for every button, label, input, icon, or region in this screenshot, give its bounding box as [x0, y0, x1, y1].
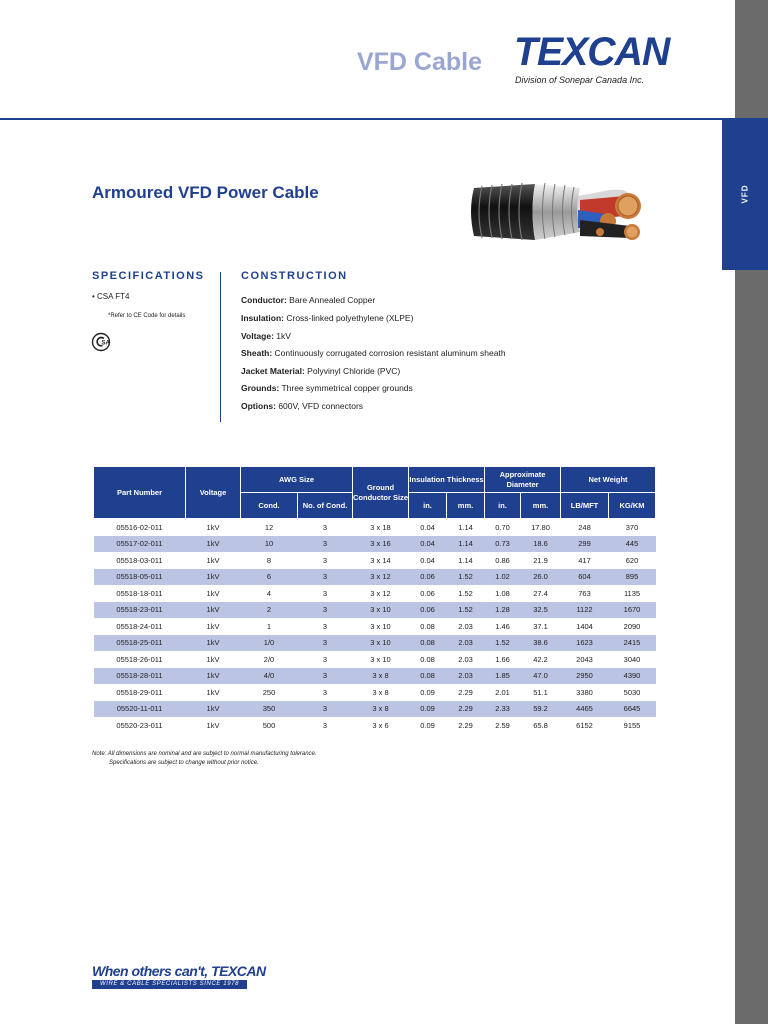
table-row: [94, 635, 656, 652]
table-cell: 3: [322, 588, 328, 598]
table-cell: 05518-03-011: [116, 555, 163, 565]
table-cell: 10: [241, 536, 298, 553]
table-cell: 05517-02-011: [94, 536, 186, 553]
header-part-number: Part Number: [94, 467, 186, 519]
table-cell: 1.52: [447, 569, 485, 586]
table-cell: 05518-18-011: [116, 588, 163, 598]
table-cell: 0.08: [420, 654, 435, 664]
table-cell: 05518-05-011: [94, 569, 186, 586]
spec-item: • CSA FT4: [92, 292, 130, 301]
construction-jacket: Jacket Material: Polyvinyl Chloride (PVC): [241, 366, 401, 376]
header-ins-mm: mm.: [447, 493, 485, 519]
table-cell: 1.52: [485, 635, 521, 652]
table-cell: 05516-02-011: [116, 522, 163, 532]
table-cell: 1kV: [206, 720, 220, 730]
table-cell: 3 x 16: [353, 536, 409, 553]
table-cell: 1.14: [458, 555, 473, 565]
table-cell: 1623: [561, 635, 609, 652]
table-cell: 3 x 10: [353, 635, 409, 652]
table-cell: 0.04: [420, 522, 435, 532]
table-cell: 21.9: [533, 555, 548, 565]
texcan-logo: [514, 30, 670, 90]
table-cell: 1/0: [241, 635, 298, 652]
table-cell: 51.1: [533, 687, 548, 697]
header-cond: Cond.: [241, 493, 298, 519]
footnote: [92, 750, 317, 768]
table-cell: 0.86: [495, 555, 510, 565]
table-row: [94, 519, 656, 536]
header-dia-mm: mm.: [521, 493, 561, 519]
table-cell: 248: [578, 522, 591, 532]
header-rule: [0, 118, 722, 120]
table-cell: 2.01: [495, 687, 510, 697]
table-cell: 2.03: [447, 635, 485, 652]
table-cell: 47.0: [521, 668, 561, 685]
construction-sheath: Sheath: Continuously corrugated corrosion resistant aluminum sheath: [241, 348, 506, 358]
table-cell: 1kV: [186, 668, 241, 685]
table-cell: 18.6: [521, 536, 561, 553]
table-cell: 3 x 6: [372, 720, 389, 730]
table-cell: 1.85: [485, 668, 521, 685]
table-cell: 3: [298, 569, 353, 586]
header-awg-size: AWG Size: [241, 467, 353, 493]
table-cell: 620: [625, 555, 639, 565]
table-cell: 3 x 10: [370, 621, 391, 631]
table-cell: 8: [266, 555, 272, 565]
table-cell: 2.03: [458, 654, 473, 664]
table-cell: 3 x 12: [353, 569, 409, 586]
table-cell: 0.08: [409, 668, 447, 685]
table-body: [94, 519, 656, 734]
table-cell: 05518-26-011: [116, 654, 163, 664]
table-cell: 2.03: [458, 621, 473, 631]
table-cell: 5030: [623, 687, 641, 697]
table-cell: 6152: [576, 720, 593, 730]
table-cell: 2: [241, 602, 298, 619]
table-cell: 1: [266, 621, 272, 631]
table-cell: 2950: [561, 668, 609, 685]
csa-certification-icon: [91, 332, 111, 352]
aluminum-sheath: [533, 183, 581, 240]
table-cell: 3 x 8: [372, 687, 389, 697]
table-cell: 2415: [609, 635, 656, 652]
table-cell: 2043: [576, 654, 593, 664]
footer-tagline: WIRE & CABLE SPECIALISTS SINCE 1978: [92, 980, 247, 989]
table-cell: 3 x 10: [353, 602, 409, 619]
table-cell: 65.8: [533, 720, 548, 730]
logo-text: TEXCAN: [514, 30, 670, 74]
table-cell: 3 x 10: [370, 654, 391, 664]
construction-insulation: Insulation: Cross-linked polyethylene (XLPE): [241, 313, 414, 323]
table-cell: 3040: [623, 654, 641, 664]
table-cell: 895: [609, 569, 656, 586]
table-cell: 500: [262, 720, 276, 730]
table-cell: 2.33: [485, 701, 521, 718]
table-row: [94, 552, 656, 569]
table-cell: 1404: [576, 621, 593, 631]
table-cell: 3: [298, 602, 353, 619]
side-tab-label: VFD: [740, 184, 750, 204]
table-cell: 3: [322, 720, 328, 730]
table-cell: 3380: [576, 687, 593, 697]
table-cell: 6: [241, 569, 298, 586]
table-cell: 1.52: [447, 602, 485, 619]
table-cell: 05518-23-011: [94, 602, 186, 619]
table-cell: 05518-24-011: [116, 621, 163, 631]
table-cell: 0.06: [409, 569, 447, 586]
table-cell: 350: [241, 701, 298, 718]
footnote-line-2: Specifications are subject to change without prior notice.: [109, 760, 259, 766]
table-cell: 3 x 14: [370, 555, 391, 565]
table-row: [94, 684, 656, 701]
svg-text:SA: SA: [101, 340, 110, 347]
table-cell: 0.70: [495, 522, 510, 532]
table-cell: 1122: [561, 602, 609, 619]
conductors: [578, 190, 641, 240]
header-ground-size: Ground Conductor Size: [353, 467, 409, 519]
side-tab: [722, 118, 768, 270]
table-cell: 2.29: [458, 720, 473, 730]
table-cell: 0.09: [420, 687, 435, 697]
table-row: [94, 536, 656, 553]
table-cell: 37.1: [533, 621, 548, 631]
table-cell: 445: [609, 536, 656, 553]
cable-jacket: [471, 183, 535, 240]
table-cell: 763: [578, 588, 591, 598]
table-cell: 12: [264, 522, 274, 532]
table-cell: 4: [266, 588, 272, 598]
table-cell: 6645: [609, 701, 656, 718]
table-cell: 05520-11-011: [94, 701, 186, 718]
table-cell: 1135: [623, 588, 641, 598]
specifications-heading: SPECIFICATIONS: [92, 270, 205, 282]
spec-table: [93, 466, 656, 734]
table-cell: 3: [322, 555, 328, 565]
column-divider: [220, 272, 221, 422]
table-cell: 1.28: [485, 602, 521, 619]
construction-grounds: Grounds: Three symmetrical copper grounds: [241, 383, 413, 393]
table-cell: 3: [298, 668, 353, 685]
table-cell: 1.14: [458, 522, 473, 532]
table-cell: 3: [322, 522, 328, 532]
header-voltage: Voltage: [186, 467, 241, 519]
header-insulation: Insulation Thickness: [409, 467, 485, 493]
table-cell: 1kV: [186, 602, 241, 619]
table-cell: 0.73: [485, 536, 521, 553]
construction-conductor: Conductor: Bare Annealed Copper: [241, 295, 376, 305]
table-cell: 05518-29-011: [116, 687, 163, 697]
header-no-cond: No. of Cond.: [298, 493, 353, 519]
table-row: [94, 618, 656, 635]
spec-note: *Refer to CE Code for details: [108, 313, 186, 319]
construction-voltage: Voltage: 1kV: [241, 331, 291, 341]
table-cell: 27.4: [533, 588, 548, 598]
table-cell: 3: [322, 687, 328, 697]
header-kg-km: KG/KM: [609, 493, 656, 519]
header-dia-in: in.: [485, 493, 521, 519]
table-row: [94, 717, 656, 734]
table-row: [94, 668, 656, 685]
header-diameter: Approximate Diameter: [485, 467, 561, 493]
table-cell: 1.52: [458, 588, 473, 598]
table-cell: 1kV: [206, 522, 220, 532]
logo-subtitle: Division of Sonepar Canada Inc.: [515, 75, 645, 85]
table-cell: 2.59: [495, 720, 510, 730]
table-cell: 05518-25-011: [94, 635, 186, 652]
table-cell: 604: [561, 569, 609, 586]
table-cell: 1kV: [186, 569, 241, 586]
table-cell: 1kV: [186, 701, 241, 718]
header-net-weight: Net Weight: [561, 467, 656, 493]
table-cell: 1kV: [206, 621, 220, 631]
table-cell: 2.29: [447, 701, 485, 718]
table-cell: 1kV: [186, 635, 241, 652]
table-cell: 2090: [623, 621, 641, 631]
header-lb-mft: LB/MFT: [561, 493, 609, 519]
table-row: [94, 569, 656, 586]
table-cell: 1.08: [495, 588, 510, 598]
table-cell: 0.06: [409, 602, 447, 619]
table-row: [94, 701, 656, 718]
table-cell: 0.09: [409, 701, 447, 718]
table-cell: 2.29: [458, 687, 473, 697]
table-cell: 3: [298, 635, 353, 652]
table-cell: 1kV: [186, 536, 241, 553]
table-cell: 417: [578, 555, 591, 565]
construction-heading: CONSTRUCTION: [241, 270, 348, 282]
table-cell: 3 x 12: [370, 588, 391, 598]
table-cell: 05518-28-011: [94, 668, 186, 685]
table-cell: 299: [561, 536, 609, 553]
table-cell: 0.06: [420, 588, 435, 598]
table-cell: 3: [298, 536, 353, 553]
table-cell: 26.0: [521, 569, 561, 586]
table-cell: 1kV: [206, 588, 220, 598]
table-cell: 9155: [623, 720, 641, 730]
table-cell: 3: [298, 701, 353, 718]
table-cell: 1kV: [206, 555, 220, 565]
table-cell: 3 x 8: [353, 668, 409, 685]
table-cell: 1.02: [485, 569, 521, 586]
table-cell: 05520-23-011: [116, 720, 163, 730]
table-row: [94, 651, 656, 668]
table-cell: 3 x 18: [370, 522, 391, 532]
table-cell: 0.09: [420, 720, 435, 730]
table-cell: 4390: [609, 668, 656, 685]
construction-options: Options: 600V, VFD connectors: [241, 401, 364, 411]
table-cell: 32.5: [521, 602, 561, 619]
table-cell: 4465: [561, 701, 609, 718]
table-cell: 0.04: [409, 536, 447, 553]
table-cell: 0.08: [420, 621, 435, 631]
table-cell: 3: [322, 621, 328, 631]
table-cell: 1.46: [495, 621, 510, 631]
table-cell: 42.2: [533, 654, 548, 664]
table-cell: 59.2: [521, 701, 561, 718]
footnote-line-1: Note: All dimensions are nominal and are subject to normal manufacturing tolerance.: [92, 751, 317, 757]
table-cell: 1kV: [206, 654, 220, 664]
table-cell: 3 x 8: [353, 701, 409, 718]
table-cell: 2.03: [447, 668, 485, 685]
table-cell: 4/0: [241, 668, 298, 685]
table-cell: 0.08: [409, 635, 447, 652]
table-cell: 250: [262, 687, 276, 697]
table-cell: 1.14: [447, 536, 485, 553]
table-cell: 38.6: [521, 635, 561, 652]
cable-illustration: [460, 166, 660, 256]
table-row: [94, 602, 656, 619]
table-cell: 1kV: [206, 687, 220, 697]
table-cell: 3: [322, 654, 328, 664]
footer-slogan: When others can't, TEXCAN: [92, 963, 266, 979]
table-row: [94, 585, 656, 602]
table-cell: 370: [625, 522, 639, 532]
table-cell: 2/0: [263, 654, 275, 664]
table-cell: 0.04: [420, 555, 435, 565]
page-title: VFD Cable: [356, 48, 482, 76]
table-cell: 17.80: [531, 522, 550, 532]
header-ins-in: in.: [409, 493, 447, 519]
product-title: Armoured VFD Power Cable: [92, 183, 319, 202]
table-cell: 1670: [609, 602, 656, 619]
table-cell: 1.66: [495, 654, 510, 664]
